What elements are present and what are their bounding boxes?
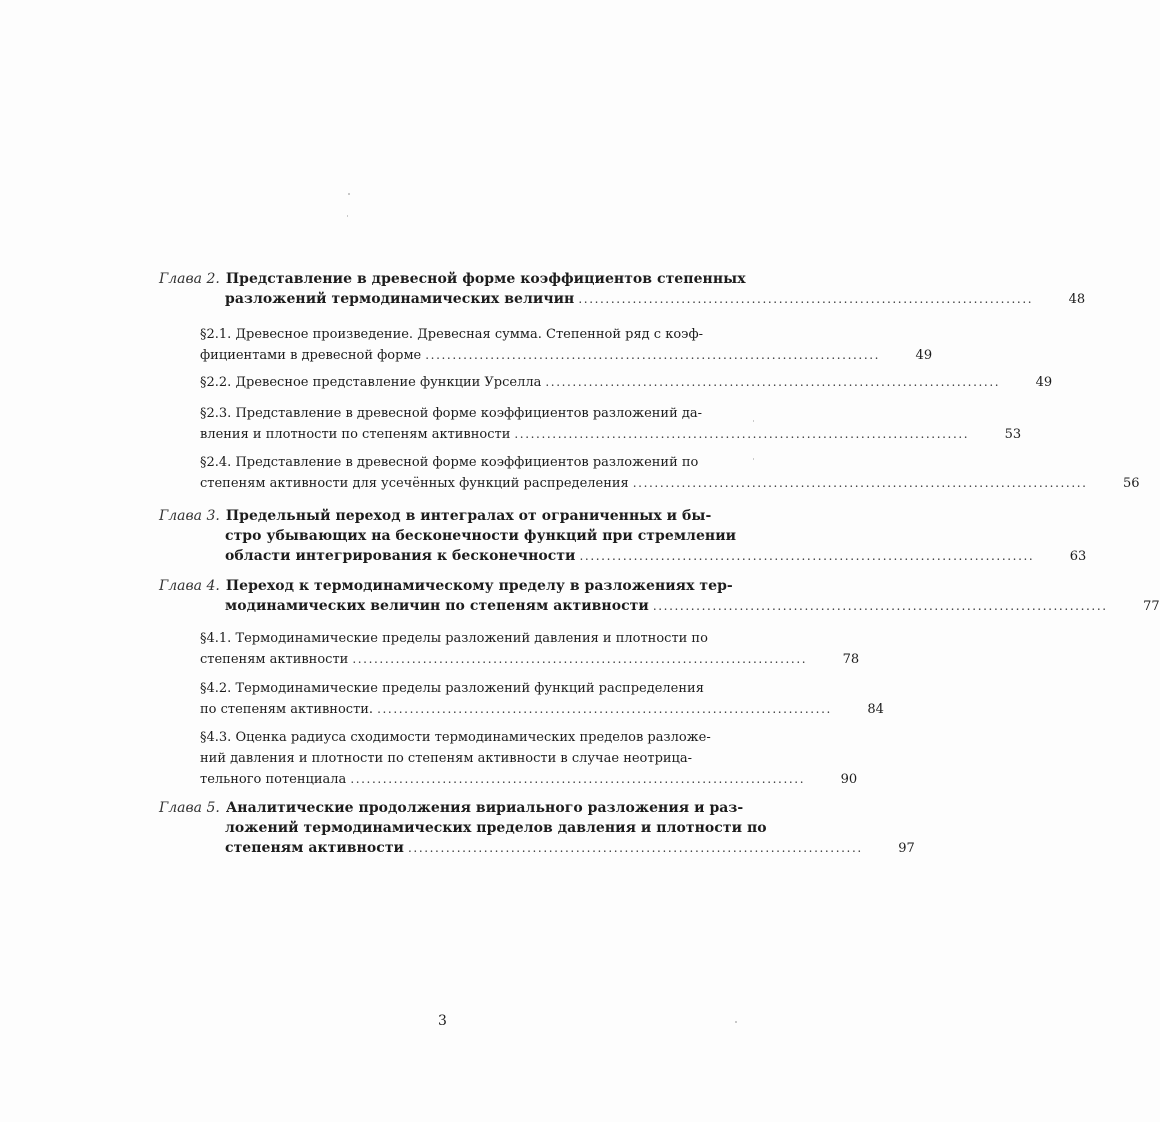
section-text-line: ний давления и плотности по степеням активности в случае неотрица- bbox=[200, 751, 693, 766]
toc-chapter-line bbox=[159, 546, 1087, 566]
toc-section-line bbox=[200, 727, 742, 748]
leader-dots: .................................................................................... bbox=[579, 549, 1035, 563]
section-text-line: §2.2. Древесное представление функции Урселла bbox=[200, 375, 542, 390]
section-page-number: 78 bbox=[842, 652, 860, 667]
leader-dots: .................................................................................... bbox=[632, 476, 1088, 490]
section-page-number: 53 bbox=[1004, 427, 1022, 442]
chapter-page-number: 97 bbox=[898, 841, 915, 856]
chapter-title-line: Переход к термодинамическому пределу в разложениях тер- bbox=[225, 578, 733, 594]
toc-section-line bbox=[200, 649, 860, 670]
toc-section bbox=[200, 727, 858, 790]
chapter-label: Глава 2. bbox=[159, 271, 220, 287]
scan-speck bbox=[753, 458, 754, 460]
leader-dots: .................................................................................... bbox=[425, 348, 881, 362]
chapter-title-line: разложений термодинамических величин bbox=[225, 291, 575, 307]
section-page-number: 49 bbox=[915, 348, 933, 363]
toc-section-line bbox=[200, 678, 742, 699]
toc-section bbox=[200, 452, 1140, 494]
scan-speck bbox=[735, 1021, 737, 1023]
leader-dots: .................................................................................... bbox=[350, 772, 806, 786]
toc-section-line bbox=[200, 452, 742, 473]
leader-dots: .................................................................................... bbox=[377, 702, 832, 716]
section-text-line: §2.1. Древесное произведение. Древесная сумма. Степенной ряд с коэф- bbox=[200, 327, 704, 342]
toc-chapter-line bbox=[159, 798, 742, 818]
toc-section bbox=[200, 678, 884, 720]
section-text-line: вления и плотности по степеням активности bbox=[200, 427, 511, 442]
section-text-line: §2.4. Представление в древесной форме коэффициентов разложений по bbox=[200, 455, 699, 470]
chapter-title-line: степеням активности bbox=[225, 840, 404, 856]
section-page-number: 84 bbox=[867, 702, 884, 717]
toc-chapter-line bbox=[159, 289, 1086, 309]
toc-chapter-line bbox=[159, 596, 1160, 616]
toc-chapter bbox=[159, 506, 1087, 566]
page-number: 3 bbox=[438, 1013, 447, 1029]
section-text-line: §4.1. Термодинамические пределы разложений давления и плотности по bbox=[200, 631, 708, 646]
chapter-page-number: 77 bbox=[1143, 599, 1160, 614]
toc-section bbox=[200, 628, 860, 670]
toc-chapter bbox=[159, 576, 1160, 616]
toc-chapter-line bbox=[159, 576, 742, 596]
leader-dots: .................................................................................... bbox=[545, 375, 1001, 389]
section-text-line: фициентами в древесной форме bbox=[200, 348, 422, 363]
scan-speck bbox=[753, 420, 754, 422]
chapter-title-line: Предельный переход в интегралах от ограниченных и бы- bbox=[225, 508, 712, 524]
toc-chapter bbox=[159, 798, 915, 858]
section-text-line: §4.2. Термодинамические пределы разложений функций распределения bbox=[200, 681, 704, 696]
chapter-title-line: области интегрирования к бесконечности bbox=[225, 548, 576, 564]
toc-section bbox=[200, 403, 1022, 445]
toc-section-line bbox=[200, 403, 742, 424]
chapter-page-number: 48 bbox=[1068, 292, 1086, 307]
scan-speck bbox=[348, 193, 350, 195]
section-text-line: степеням активности для усечённых функций распределения bbox=[200, 476, 629, 491]
chapter-label: Глава 3. bbox=[159, 508, 220, 524]
section-page-number: 90 bbox=[840, 772, 858, 787]
section-text-line: степеням активности bbox=[200, 652, 349, 667]
toc-chapter-line bbox=[159, 269, 746, 289]
toc-section-line bbox=[200, 748, 742, 769]
chapter-title-line: Представление в древесной форме коэффициентов степенных bbox=[225, 271, 746, 287]
section-page-number: 49 bbox=[1035, 375, 1053, 390]
toc-section-line bbox=[200, 372, 1053, 393]
leader-dots: .................................................................................... bbox=[514, 427, 970, 441]
chapter-title-line: стро убывающих на бесконечности функций при стремлении bbox=[225, 528, 737, 544]
leader-dots: .................................................................................... bbox=[652, 599, 1108, 613]
toc-section-line bbox=[200, 324, 742, 345]
section-text-line: §2.3. Представление в древесной форме коэффициентов разложений да- bbox=[200, 406, 703, 421]
toc-chapter-line bbox=[159, 818, 767, 838]
toc-section-line bbox=[200, 628, 742, 649]
leader-dots: .................................................................................... bbox=[352, 652, 808, 666]
toc-chapter bbox=[159, 269, 1086, 309]
section-text-line: тельного потенциала bbox=[200, 772, 347, 787]
toc-section-line bbox=[200, 424, 1022, 445]
chapter-title-line: Аналитические продолжения вириального разложения и раз- bbox=[225, 800, 744, 816]
chapter-label: Глава 4. bbox=[159, 578, 220, 594]
section-text-line: §4.3. Оценка радиуса сходимости термодинамических пределов разложе- bbox=[200, 730, 711, 745]
leader-dots: .................................................................................... bbox=[407, 841, 863, 855]
section-text-line: по степеням активности. bbox=[200, 702, 374, 717]
toc-section bbox=[200, 324, 933, 366]
toc-chapter-line bbox=[159, 526, 742, 546]
leader-dots: .................................................................................... bbox=[578, 292, 1034, 306]
chapter-title-line: ложений термодинамических пределов давления и плотности по bbox=[225, 820, 767, 836]
toc-chapter-line bbox=[159, 506, 742, 526]
toc-section-line bbox=[200, 345, 933, 366]
section-page-number: 56 bbox=[1123, 476, 1140, 491]
chapter-page-number: 63 bbox=[1069, 549, 1087, 564]
toc-section-line bbox=[200, 473, 1140, 494]
chapter-title-line: модинамических величин по степеням активности bbox=[225, 598, 649, 614]
toc-chapter-line bbox=[159, 838, 915, 858]
toc-section bbox=[200, 372, 1053, 393]
toc-section-line bbox=[200, 769, 858, 790]
scan-speck bbox=[347, 215, 348, 217]
chapter-label: Глава 5. bbox=[159, 800, 220, 816]
toc-section-line bbox=[200, 699, 884, 720]
